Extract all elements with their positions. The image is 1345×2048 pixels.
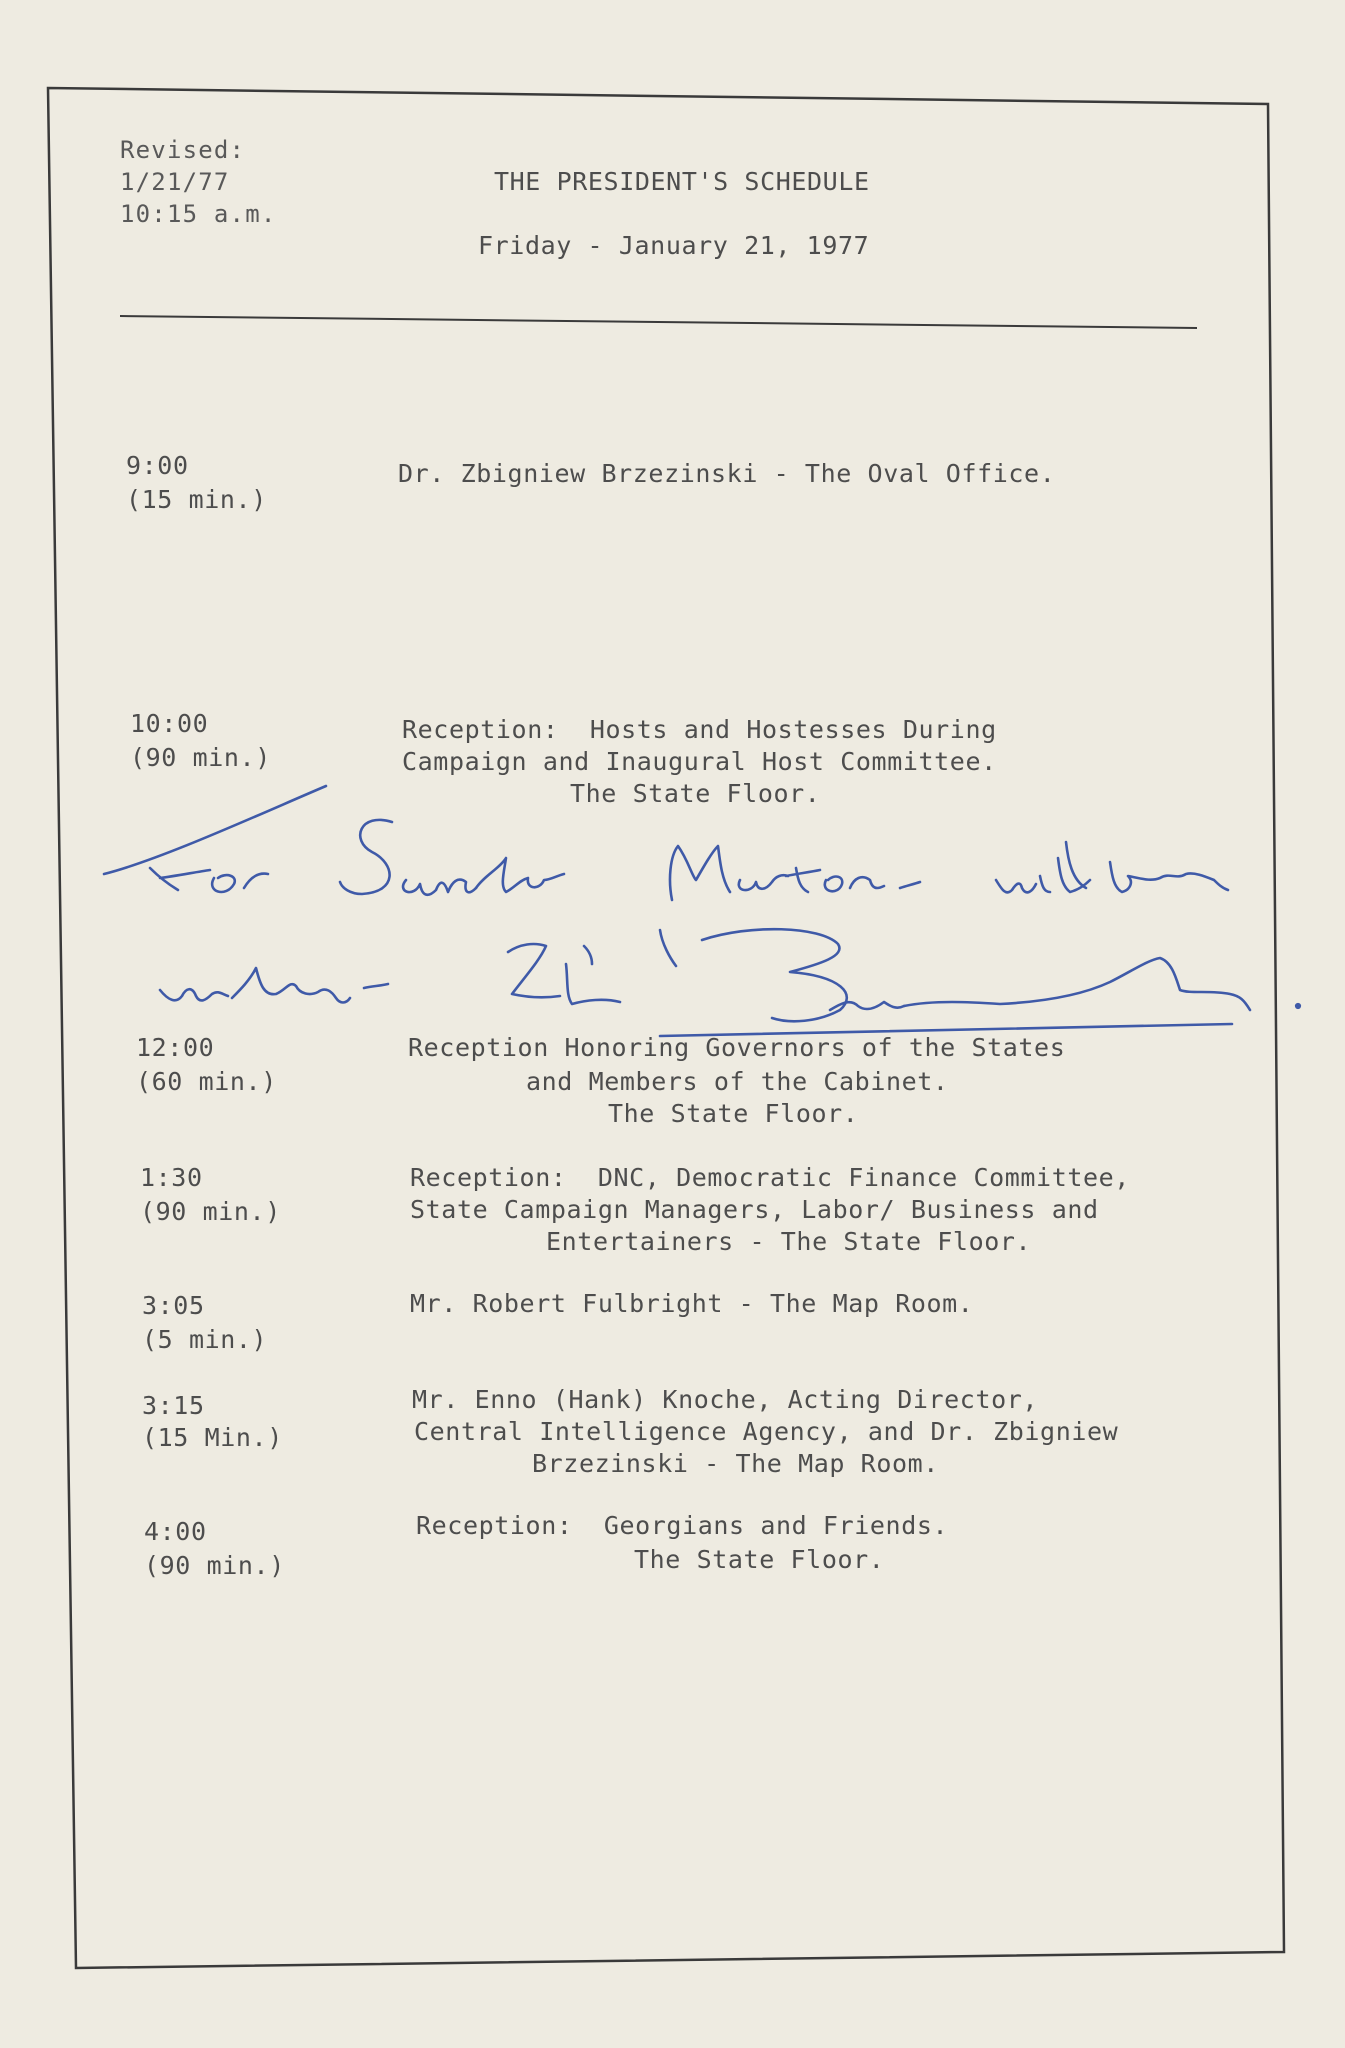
entry-description-line: Brzezinski - The Map Room. (532, 1449, 939, 1478)
entry-time: 4:00 (144, 1517, 207, 1546)
inscription-stroke (584, 930, 676, 966)
inscription-stroke (160, 989, 228, 1000)
entry-description-line: Central Intelligence Agency, and Dr. Zbigniew (414, 1417, 1119, 1446)
entry-time: 3:05 (142, 1291, 205, 1320)
entry-time: 3:15 (142, 1391, 205, 1420)
entry-duration: (15 Min.) (142, 1423, 283, 1452)
entry-duration: (5 min.) (142, 1325, 268, 1354)
entry-description-line: Entertainers - The State Floor. (546, 1227, 1032, 1256)
entry-description-line: Campaign and Inaugural Host Committee. (402, 747, 997, 776)
entry-duration: (90 min.) (144, 1551, 285, 1580)
inscription-stroke (160, 870, 210, 878)
inscription-stroke (1296, 1004, 1300, 1008)
inscription-stroke (244, 874, 268, 888)
header-divider (120, 316, 1197, 328)
entry-description-line: The State Floor. (570, 779, 821, 808)
entry-duration: (60 min.) (136, 1067, 277, 1096)
inscription-stroke (476, 858, 564, 892)
inscription-stroke (702, 929, 847, 1021)
inscription-stroke (364, 984, 388, 988)
inscription-stroke (150, 868, 178, 890)
entry-description-line: Mr. Robert Fulbright - The Map Room. (410, 1289, 974, 1318)
entry-description-line: Reception Honoring Governors of the States (408, 1033, 1066, 1062)
inscription-stroke (670, 846, 730, 900)
entry-description-line: Dr. Zbigniew Brzezinski - The Oval Office. (398, 459, 1056, 488)
entry-time: 1:30 (140, 1163, 203, 1192)
entry-time: 10:00 (130, 709, 209, 738)
inscription-stroke (104, 786, 326, 874)
revised-label: Revised: (120, 136, 246, 164)
entry-description-line: The State Floor. (608, 1099, 859, 1128)
inscription-stroke (403, 880, 476, 895)
entry-duration: (90 min.) (140, 1197, 281, 1226)
entry-duration: (15 min.) (126, 485, 267, 514)
inscription-stroke (340, 820, 392, 894)
inscription-stroke (996, 876, 1050, 892)
page-title: THE PRESIDENT'S SCHEDULE (494, 167, 870, 196)
schedule-date: Friday - January 21, 1977 (478, 231, 870, 260)
revised-date: 1/21/77 (120, 168, 230, 196)
inscription-stroke (786, 868, 820, 892)
entry-description-line: Reception: Georgians and Friends. (416, 1511, 949, 1540)
entry-description-line: The State Floor. (634, 1545, 885, 1574)
inscription-stroke (1110, 862, 1228, 892)
page-border (48, 88, 1284, 1968)
inscription-stroke (212, 875, 235, 892)
inscription-stroke (566, 964, 620, 1004)
inscription-stroke (508, 944, 560, 997)
inscription-stroke (232, 968, 350, 1003)
entry-description-line: Reception: DNC, Democratic Finance Committee, (410, 1163, 1130, 1192)
entry-description-line: Reception: Hosts and Hostesses During (402, 715, 997, 744)
entry-time: 9:00 (126, 451, 189, 480)
revised-time: 10:15 a.m. (120, 200, 277, 228)
inscription-stroke (830, 1002, 904, 1010)
entry-description-line: State Campaign Managers, Labor/ Business and (410, 1195, 1099, 1224)
entry-duration: (90 min.) (130, 743, 271, 772)
inscription-stroke (900, 882, 920, 888)
inscription-stroke (739, 875, 788, 890)
inscription-stroke (825, 877, 884, 892)
inscription-stroke (904, 958, 1250, 1010)
entry-description-line: and Members of the Cabinet. (526, 1067, 949, 1096)
inscription-stroke (1058, 842, 1090, 892)
entry-description-line: Mr. Enno (Hank) Knoche, Acting Director, (412, 1385, 1039, 1414)
entry-time: 12:00 (136, 1033, 215, 1062)
